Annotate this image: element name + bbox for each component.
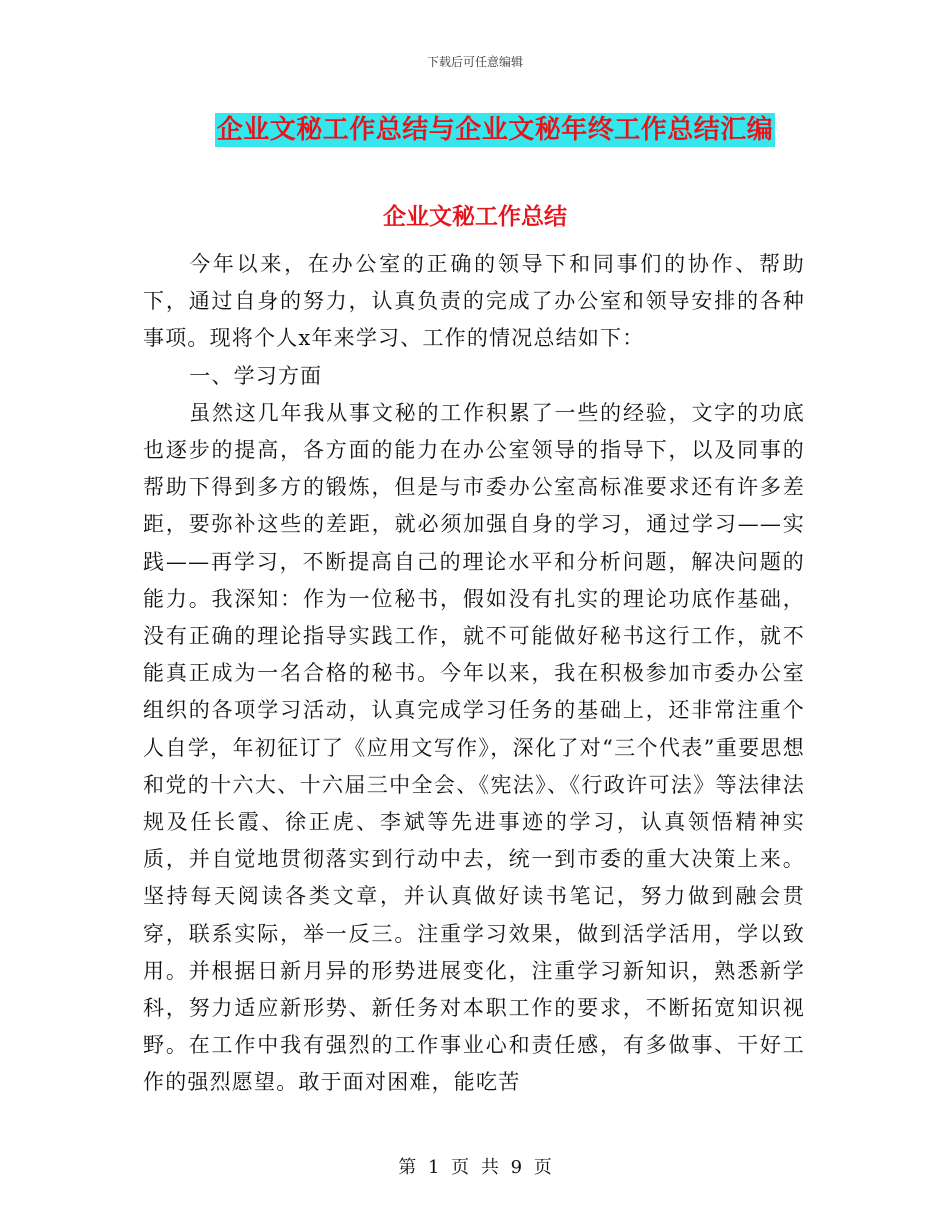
paragraph-intro: 今年以来，在办公室的正确的领导下和同事们的协作、帮助下，通过自身的努力，认真负责的完成了办公室和领导安排的各种事项。现将个人x年来学习、工作的情况总结如下： [143,252,805,351]
paragraph-heading-study: 一、学习方面 [189,363,323,388]
document-main-title: 企业文秘工作总结与企业文秘年终工作总结汇编 [216,115,774,145]
main-title-container [0,113,950,147]
page-footer: 第 1 页 共 9 页 [398,1157,552,1178]
document-body [143,246,805,1102]
page-header-note: 下载后可任意编辑 [426,55,523,69]
section-title: 企业文秘工作总结 [383,204,567,230]
paragraph-study-content: 虽然这几年我从事文秘的工作积累了一些的经验，文字的功底也逐步的提高，各方面的能力在办公室领导的指导下，以及同事的帮助下得到多方的锻炼，但是与市委办公室高标准要求还有许多差距，要弥补这些的差距，就必须加强自身的学习，通过学习——实践——再学习，不断提高自己的理论水平和分析问题，解决问题的能力。我深知：作为一位秘书，假如没有扎实的理论功底作基础，没有正确的理论指导实践工作，就不可能做好秘书这行工作，就不能真正成为一名合格的秘书。今年以来，我在积极参加市委办公室组织的各项学习活动，认真完成学习任务的基础上，还非常注重个人自学，年初征订了《应用文写作》，深化了对“三个代表”重要思想和党的十六大、十六届三中全会、《宪法》、《行政许可法》等法律法规及任长霞、徐正虎、李斌等先进事迹的学习，认真领悟精神实质，并自觉地贯彻落实到行动中去，统一到市委的重大决策上来。坚持每天阅读各类文章，并认真做好读书笔记，努力做到融会贯穿，联系实际，举一反三。注重学习效果，做到活学活用，学以致用。并根据日新月异的形势进展变化，注重学习新知识，熟悉新学科，努力适应新形势、新任务对本职工作的要求，不断拓宽知识视野。在工作中我有强烈的工作事业心和责任感，有多做事、干好工作的强烈愿望。敢于面对困难，能吃苦 [143,400,805,1095]
